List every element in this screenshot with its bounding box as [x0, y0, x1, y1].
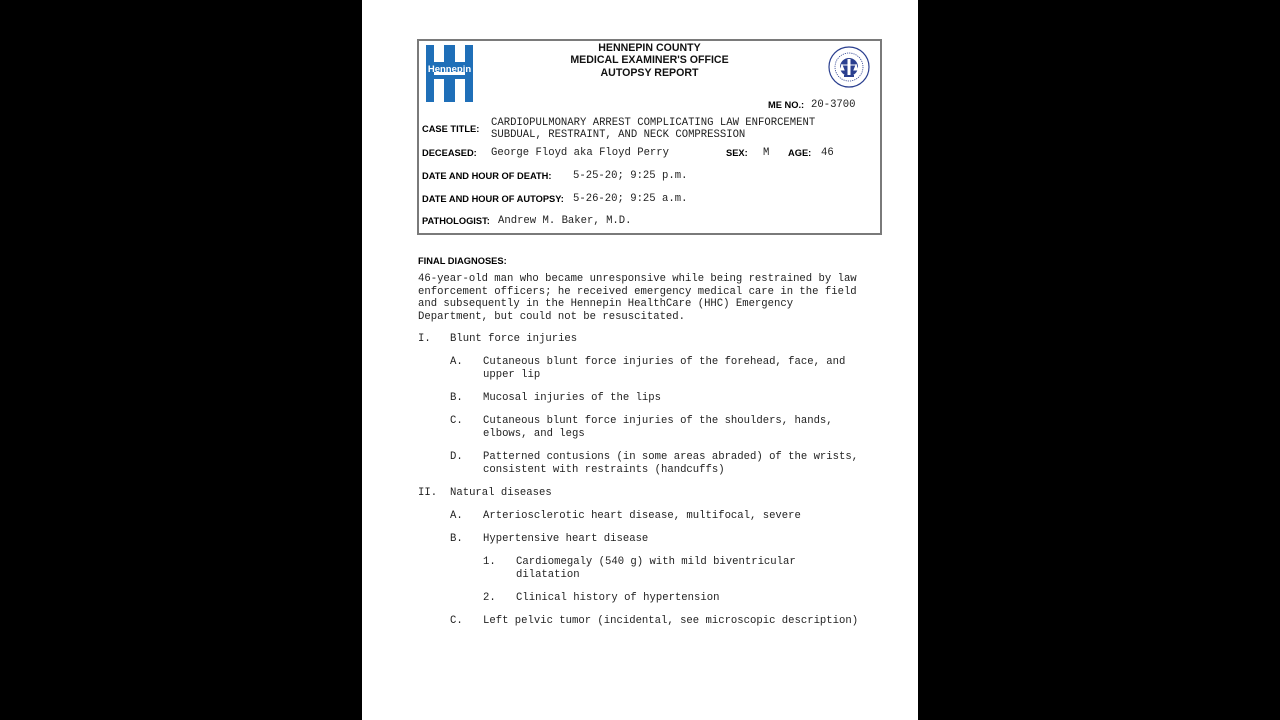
- pathologist-value: Andrew M. Baker, M.D.: [498, 215, 632, 227]
- diagnosis-marker: A.: [450, 510, 463, 522]
- sex-label: SEX:: [726, 148, 748, 158]
- diagnosis-text: dilatation: [516, 569, 580, 581]
- diagnosis-text: Cutaneous blunt force injuries of the forehead, face, and: [483, 356, 846, 368]
- diagnosis-marker: 1.: [483, 556, 496, 568]
- diagnosis-marker: II.: [418, 487, 438, 499]
- diagnosis-text: elbows, and legs: [483, 428, 585, 440]
- death-value: 5-25-20; 9:25 p.m.: [573, 170, 688, 182]
- diagnosis-marker: B.: [450, 392, 463, 404]
- diagnosis-text: Mucosal injuries of the lips: [483, 392, 662, 404]
- logo-text: Hennepin: [427, 64, 472, 75]
- me-no-value: 20-3700: [811, 99, 856, 111]
- intro-line-1: 46-year-old man who became unresponsive while being restrained by law: [418, 273, 857, 285]
- diagnosis-text: Clinical history of hypertension: [516, 592, 720, 604]
- diagnosis-marker: B.: [450, 533, 463, 545]
- diagnosis-marker: C.: [450, 615, 463, 627]
- me-no-label: ME NO.:: [768, 100, 805, 110]
- diagnosis-text: Hypertensive heart disease: [483, 533, 649, 545]
- sex-value: M: [763, 147, 770, 159]
- autopsy-label: DATE AND HOUR OF AUTOPSY:: [422, 194, 564, 204]
- diagnosis-text: consistent with restraints (handcuffs): [483, 464, 725, 476]
- diagnosis-text: Blunt force injuries: [450, 333, 578, 345]
- diagnosis-marker: A.: [450, 356, 463, 368]
- age-value: 46: [821, 147, 834, 159]
- case-title-line-1: CARDIOPULMONARY ARREST COMPLICATING LAW ENFORCEMENT: [491, 117, 816, 129]
- intro-line-2: enforcement officers; he received emergency medical care in the field: [418, 286, 857, 298]
- diagnosis-text: Patterned contusions (in some areas abraded) of the wrists,: [483, 451, 859, 463]
- report-page: [362, 0, 918, 720]
- case-title-line-2: SUBDUAL, RESTRAINT, AND NECK COMPRESSION: [491, 129, 746, 141]
- deceased-value: George Floyd aka Floyd Perry: [491, 147, 670, 159]
- report-title: AUTOPSY REPORT: [600, 67, 699, 79]
- autopsy-value: 5-26-20; 9:25 a.m.: [573, 193, 688, 205]
- pathologist-label: PATHOLOGIST:: [422, 216, 490, 226]
- diagnosis-marker: I.: [418, 333, 431, 345]
- agency-title-line-2: MEDICAL EXAMINER'S OFFICE: [570, 54, 729, 66]
- diagnosis-text: Cardiomegaly (540 g) with mild biventricular: [516, 556, 796, 568]
- diagnosis-text: upper lip: [483, 369, 541, 381]
- deceased-label: DECEASED:: [422, 148, 477, 158]
- diagnosis-marker: 2.: [483, 592, 496, 604]
- diagnosis-marker: D.: [450, 451, 463, 463]
- diagnosis-text: Cutaneous blunt force injuries of the shoulders, hands,: [483, 415, 833, 427]
- intro-line-3: and subsequently in the Hennepin HealthCare (HHC) Emergency: [418, 298, 794, 310]
- intro-line-4: Department, but could not be resuscitated.: [418, 311, 686, 323]
- death-label: DATE AND HOUR OF DEATH:: [422, 171, 552, 181]
- diagnosis-text: Left pelvic tumor (incidental, see microscopic description): [483, 615, 859, 627]
- diagnosis-marker: C.: [450, 415, 463, 427]
- age-label: AGE:: [788, 148, 812, 158]
- diagnosis-text: Arteriosclerotic heart disease, multifocal, severe: [483, 510, 801, 522]
- final-diagnoses-heading: FINAL DIAGNOSES:: [418, 256, 507, 266]
- agency-title-line-1: HENNEPIN COUNTY: [598, 42, 701, 54]
- case-title-label: CASE TITLE:: [422, 124, 480, 134]
- diagnosis-text: Natural diseases: [450, 487, 552, 499]
